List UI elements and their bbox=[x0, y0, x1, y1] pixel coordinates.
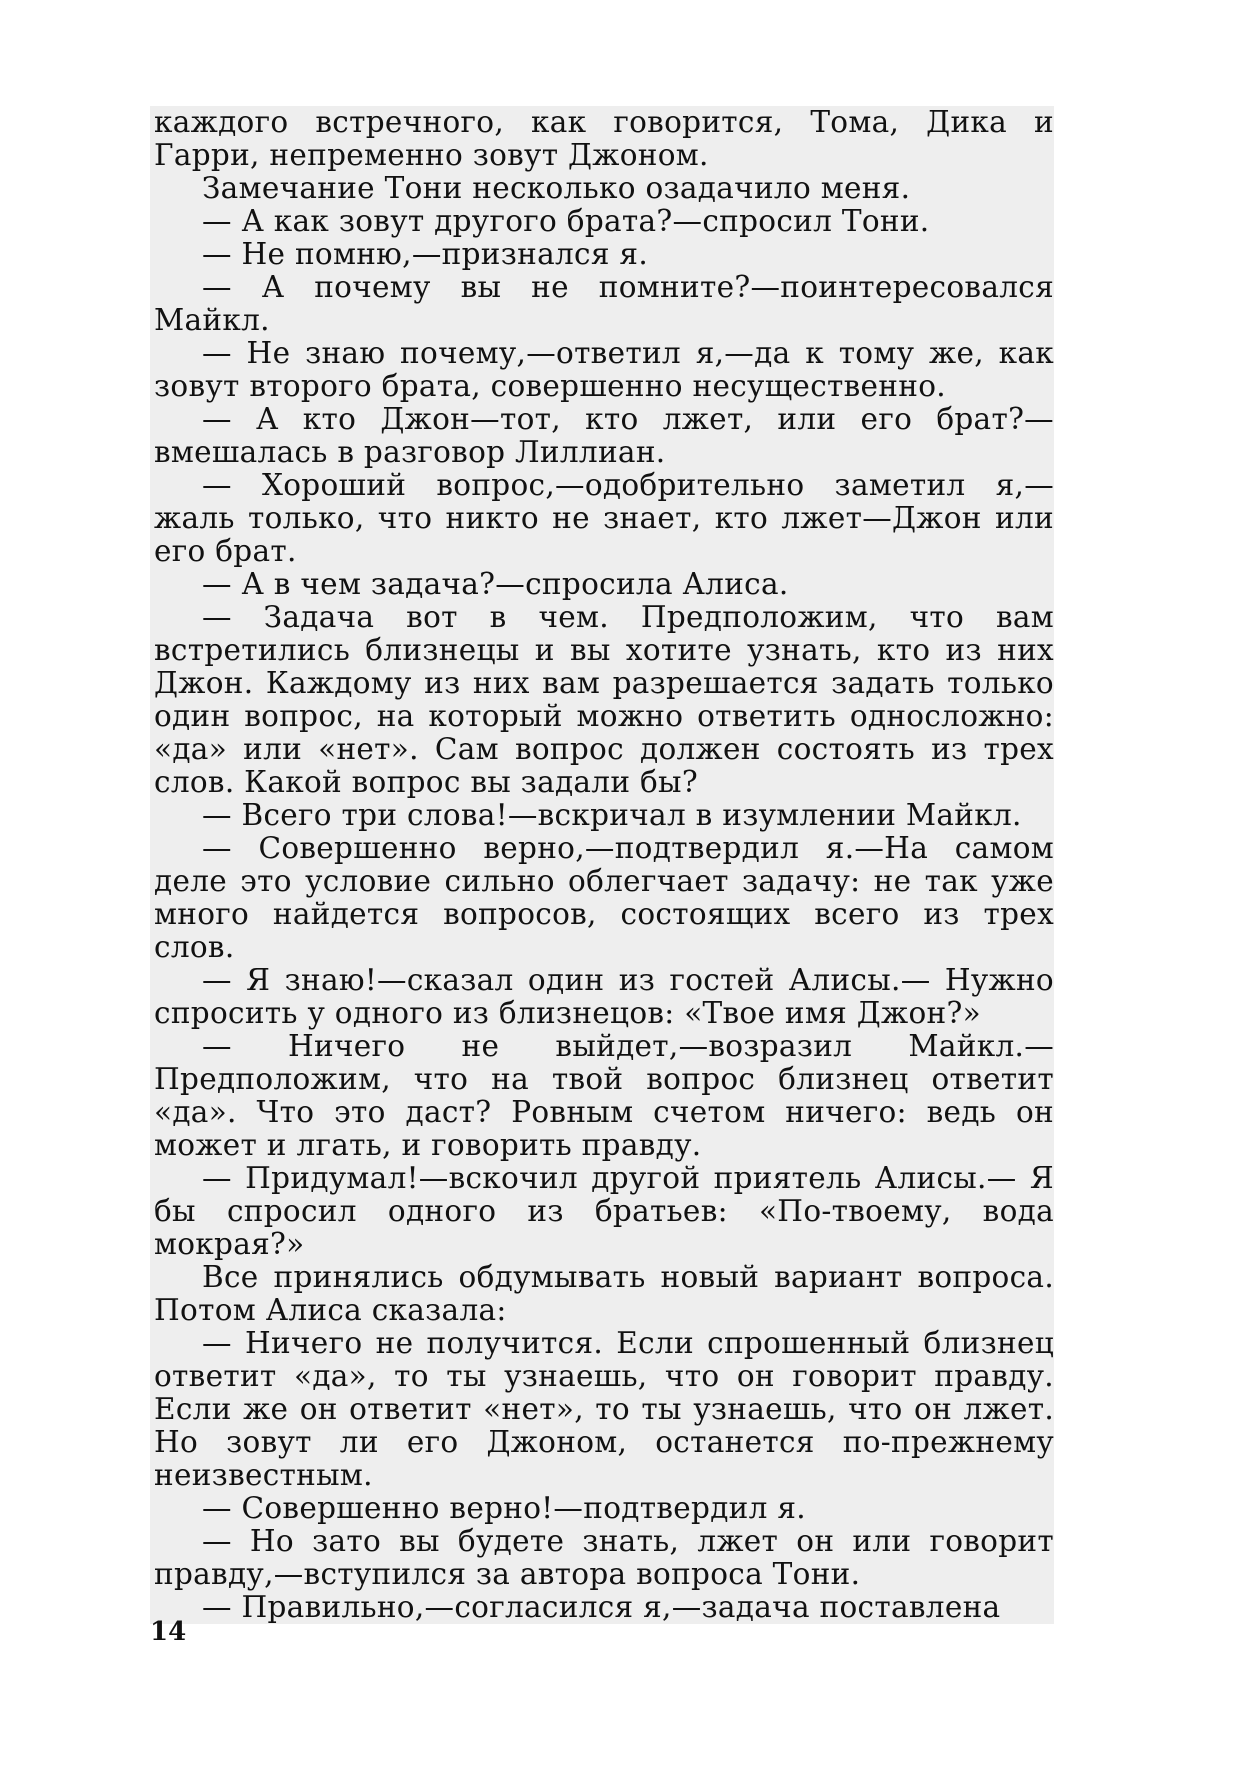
paragraph: — Хороший вопрос,—одобрительно заметил я,— жаль только, что никто не знает, кто лжет—Джон или его брат. bbox=[154, 468, 1054, 568]
paragraph: — Совершенно верно!—подтвердил я. bbox=[202, 1491, 806, 1525]
paragraph: — Я знаю!—сказал один из гостей Алисы.— Нужно спросить у одного из близнецов: «Твое имя Джон?» bbox=[154, 963, 1054, 1030]
paragraph: — А как зовут другого брата?—спросил Тони. bbox=[202, 204, 930, 238]
paragraph: — Придумал!—вскочил другой приятель Алисы.— Я бы спросил одного из братьев: «По-твоему, вода мокрая?» bbox=[154, 1161, 1054, 1261]
paragraph: — А кто Джон—тот, кто лжет, или его брат?— вмешалась в разговор Лиллиан. bbox=[154, 402, 1054, 469]
paragraph: каждого встречного, как говорится, Тома, Дика и Гарри, непременно зовут Джоном. bbox=[154, 105, 1054, 172]
paragraph: — Задача вот в чем. Предположим, что вам встретились близнецы и вы хотите узнать, кто из них Джон. Каждому из них вам разрешается задать только один вопрос, на который можно ответить односложно: «да» или «нет». Сам вопрос должен состоять из трех слов. Какой вопрос вы задали бы? bbox=[154, 600, 1054, 799]
paragraph: — Всего три слова!—вскричал в изумлении Майкл. bbox=[202, 798, 1022, 832]
page-number: 14 bbox=[150, 1617, 187, 1647]
book-page bbox=[150, 106, 1054, 1624]
body-text bbox=[154, 106, 1054, 1624]
paragraph: — Совершенно верно,—подтвердил я.—На самом деле это условие сильно облегчает задачу: не так уже много найдется вопросов, состоящих всего из трех слов. bbox=[154, 831, 1054, 964]
paragraph: — Не знаю почему,—ответил я,—да к тому же, как зовут второго брата, совершенно несущественно. bbox=[154, 336, 1054, 403]
paragraph: — А в чем задача?—спросила Алиса. bbox=[202, 567, 789, 601]
paragraph: — Не помню,—признался я. bbox=[202, 237, 649, 271]
paragraph: — Ничего не получится. Если спрошенный близнец ответит «да», то ты узнаешь, что он говорит правду. Если же он ответит «нет», то ты узнаешь, что он лжет. Но зовут ли его Джоном, останется по-прежнему неизвестным. bbox=[154, 1326, 1054, 1492]
paragraph: Замечание Тони несколько озадачило меня. bbox=[202, 171, 911, 205]
paragraph: — Правильно,—согласился я,—задача поставлена bbox=[202, 1590, 1001, 1624]
paragraph: — Ничего не выйдет,—возразил Майкл.— Предположим, что на твой вопрос близнец ответит «да». Что это даст? Ровным счетом ничего: ведь он может и лгать, и говорить правду. bbox=[154, 1029, 1054, 1162]
paragraph: — Но зато вы будете знать, лжет он или говорит правду,—вступился за автора вопроса Тони. bbox=[154, 1524, 1054, 1591]
paragraph: — А почему вы не помните?—поинтересовался Майкл. bbox=[154, 270, 1054, 337]
paragraph: Все принялись обдумывать новый вариант вопроса. Потом Алиса сказала: bbox=[154, 1260, 1054, 1327]
